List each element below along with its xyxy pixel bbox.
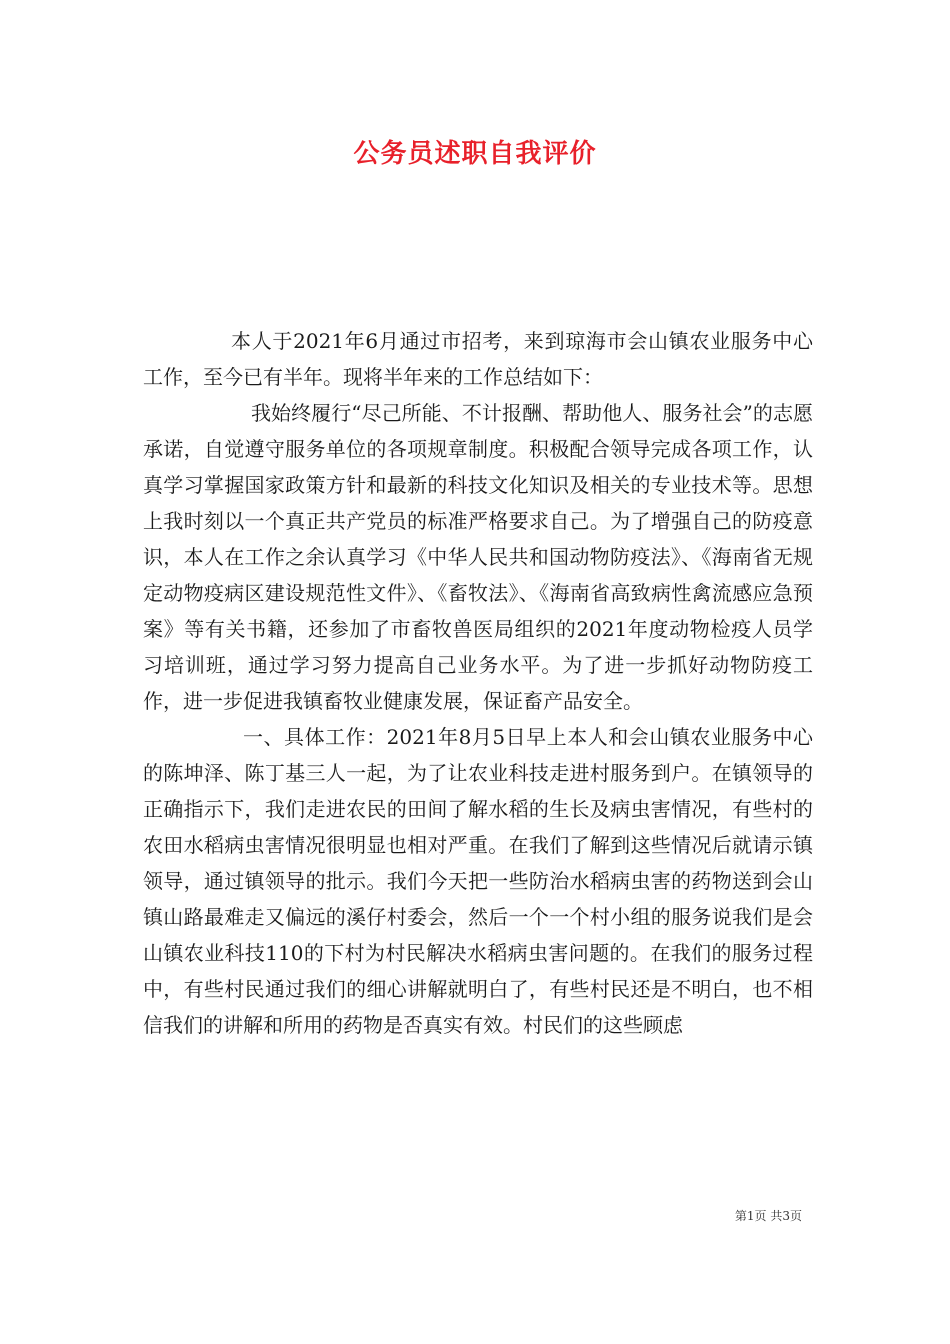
- paragraph-specific-work: 一、具体工作：2021年8月5日早上本人和会山镇农业服务中心的陈坤泽、陈丁基三人一起，为了让农业科技走进村服务到户。在镇领导的正确指示下，我们走进农民的田间了解水稻的生长及病虫害情况，有些村的农田水稻病虫害情况很明显也相对严重。在我们了解到这些情况后就请示镇领导，通过镇领导的批示。我们今天把一些防治水稻病虫害的药物送到会山镇山路最难走又偏远的溪仔村委会，然后一个一个村小组的服务说我们是会山镇农业科技110的下村为村民解决水稻病虫害问题的。在我们的服务过程中，有些村民通过我们的细心讲解就明白了，有些村民还是不明白，也不相信我们的讲解和所用的药物是否真实有效。村民们的这些顾虑: [143, 725, 813, 1037]
- page-number: 第1页 共3页: [734, 1209, 802, 1223]
- page-title: 公务员述职自我评价: [353, 139, 597, 169]
- document-body: [143, 323, 813, 1043]
- paragraph-commitment: 我始终履行“尽己所能、不计报酬、帮助他人、服务社会”的志愿承诺，自觉遵守服务单位的各项规章制度。积极配合领导完成各项工作，认真学习掌握国家政策方针和最新的科技文化知识及相关的专业技术等。思想上我时刻以一个真正共产党员的标准严格要求自己。为了增强自己的防疫意识，本人在工作之余认真学习《中华人民共和国动物防疫法》、《海南省无规定动物疫病区建设规范性文件》、《畜牧法》、《海南省高致病性禽流感应急预案》等有关书籍，还参加了市畜牧兽医局组织的2021年度动物检疫人员学习培训班，通过学习努力提高自己业务水平。为了进一步抓好动物防疫工作，进一步促进我镇畜牧业健康发展，保证畜产品安全。: [143, 401, 813, 713]
- paragraph-intro: 本人于2021年6月通过市招考，来到琼海市会山镇农业服务中心工作，至今已有半年。现将半年来的工作总结如下：: [143, 329, 813, 389]
